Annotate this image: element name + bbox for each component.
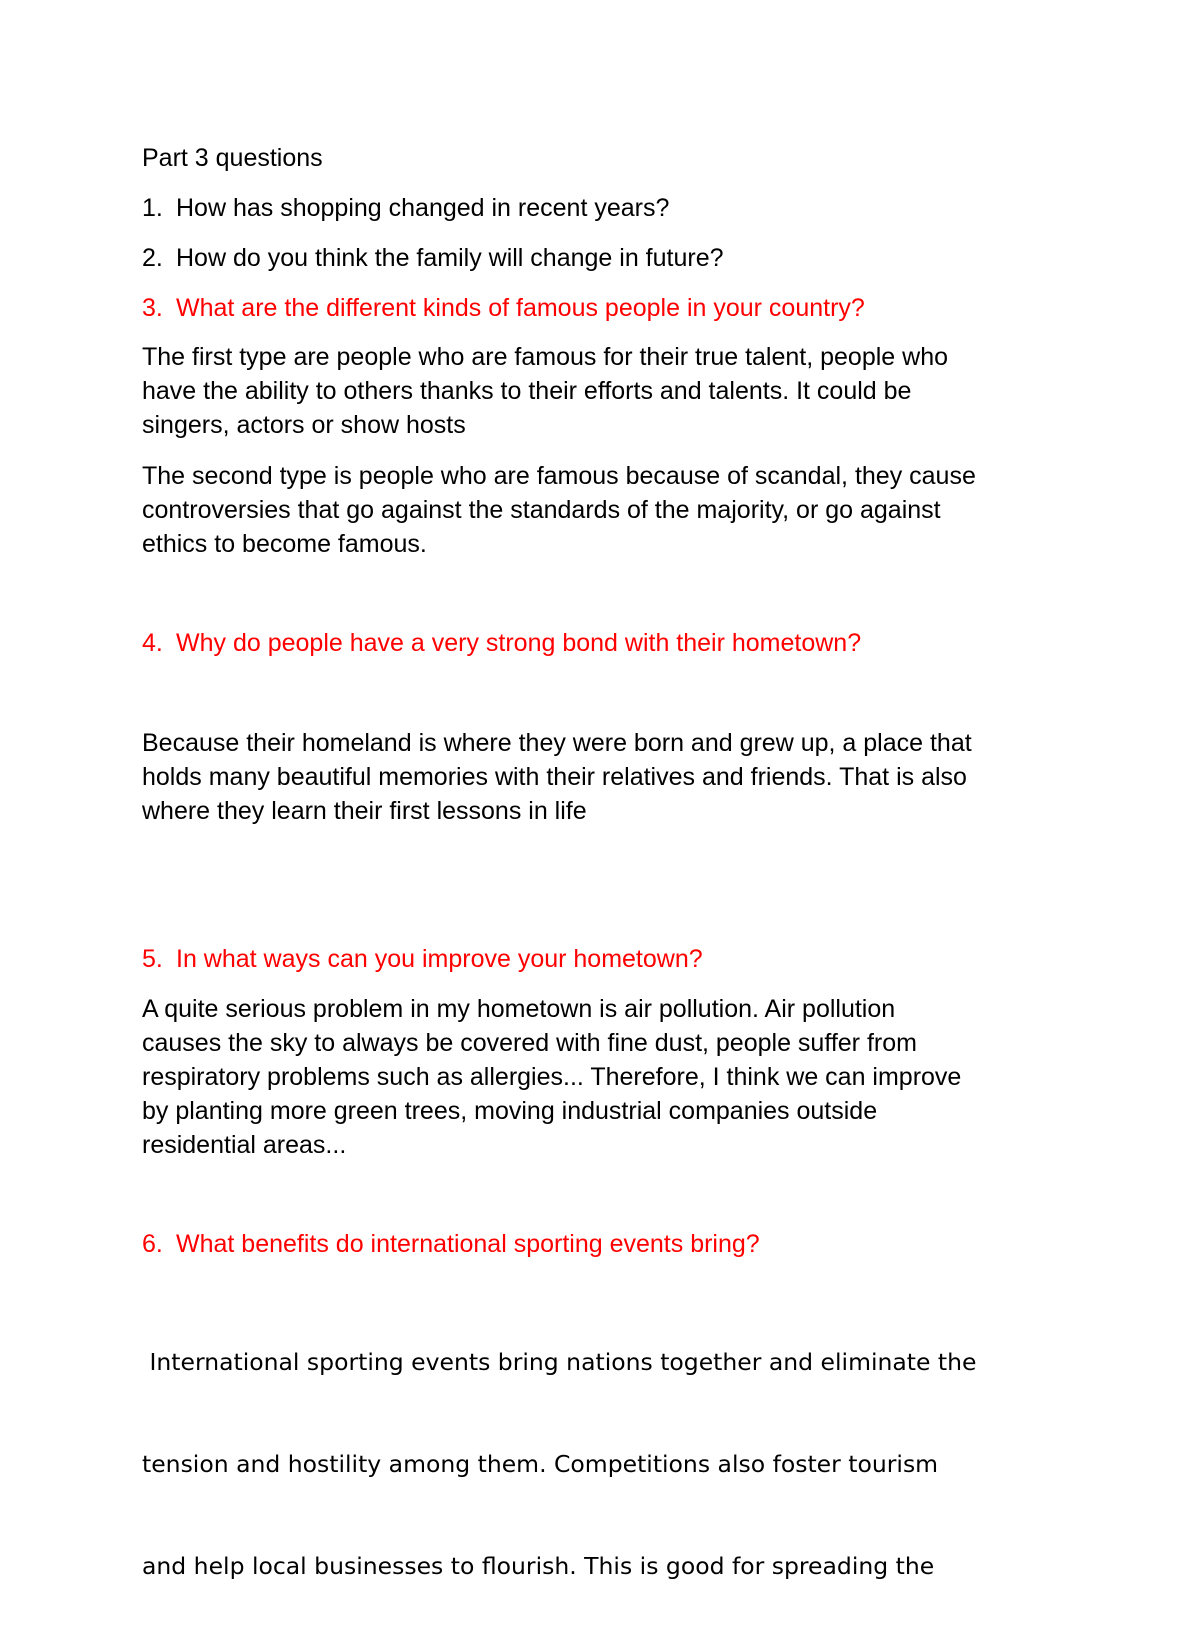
answer-line: controversies that go against the standards of the majority, or go against (142, 496, 941, 524)
question-3 (142, 291, 865, 325)
answer-6-paragraph (142, 1277, 1072, 1651)
answer-4-paragraph (142, 726, 1072, 828)
answer-line: and help local businesses to flourish. This is good for spreading the (142, 1552, 935, 1580)
answer-line: singers, actors or show hosts (142, 411, 466, 439)
question-number: 6. (142, 1230, 163, 1258)
question-4 (142, 626, 861, 660)
question-2 (142, 241, 724, 275)
question-number: 5. (142, 945, 163, 973)
answer-line: holds many beautiful memories with their relatives and friends. That is also (142, 763, 967, 791)
answer-3-paragraph-1 (142, 340, 1072, 442)
question-5 (142, 942, 703, 976)
answer-line: residential areas... (142, 1131, 347, 1159)
question-number: 3. (142, 294, 163, 322)
answer-line: have the ability to others thanks to their efforts and talents. It could be (142, 377, 912, 405)
answer-line: A quite serious problem in my hometown is air pollution. Air pollution (142, 995, 896, 1023)
question-text: How has shopping changed in recent years? (176, 194, 670, 222)
question-number: 4. (142, 629, 163, 657)
question-text: Why do people have a very strong bond with their hometown? (176, 629, 862, 657)
question-number: 2. (142, 244, 163, 272)
answer-line: Because their homeland is where they were born and grew up, a place that (142, 729, 972, 757)
question-6 (142, 1227, 760, 1261)
question-text: What are the different kinds of famous people in your country? (176, 294, 865, 322)
answer-line: The first type are people who are famous for their true talent, people who (142, 343, 949, 371)
answer-line: by planting more green trees, moving industrial companies outside (142, 1097, 878, 1125)
question-number: 1. (142, 194, 163, 222)
answer-line: ethics to become famous. (142, 530, 427, 558)
question-text: In what ways can you improve your hometown? (176, 945, 703, 973)
answer-line: respiratory problems such as allergies... Therefore, I think we can improve (142, 1063, 962, 1091)
answer-line: where they learn their first lessons in life (142, 797, 587, 825)
answer-line: causes the sky to always be covered with fine dust, people suffer from (142, 1029, 917, 1057)
question-text: What benefits do international sporting events bring? (176, 1230, 760, 1258)
answer-5-paragraph (142, 992, 1072, 1162)
question-1 (142, 191, 669, 225)
answer-line: International sporting events bring nations together and eliminate the (142, 1348, 977, 1376)
page-title: Part 3 questions (142, 144, 323, 172)
answer-3-paragraph-2 (142, 459, 1072, 561)
question-text: How do you think the family will change in future? (176, 244, 724, 272)
answer-line: tension and hostility among them. Competitions also foster tourism (142, 1450, 939, 1478)
answer-line: The second type is people who are famous because of scandal, they cause (142, 462, 976, 490)
